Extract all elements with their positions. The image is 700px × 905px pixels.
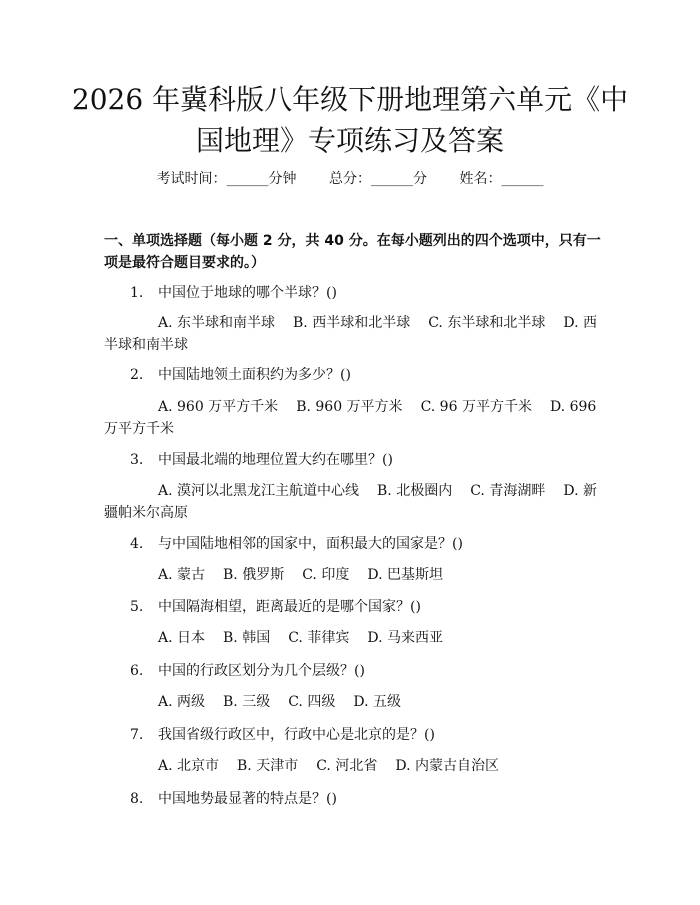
question-text: 与中国陆地相邻的国家中，面积最大的国家是？() bbox=[158, 536, 463, 552]
question-6-options bbox=[104, 691, 609, 713]
question-number: 3. bbox=[130, 452, 144, 468]
question-5 bbox=[130, 598, 610, 616]
section-heading: 一、单项选择题（每小题 2 分，共 40 分。在每小题列出的四个选项中，只有一项是最符合题目要求的。） bbox=[104, 233, 601, 271]
question-6 bbox=[130, 662, 610, 680]
option-d: D. 内蒙古自治区 bbox=[395, 758, 499, 774]
question-7 bbox=[130, 726, 610, 744]
question-text: 我国省级行政区中，行政中心是北京的是？() bbox=[158, 727, 435, 743]
option-c: C. 菲律宾 bbox=[288, 630, 350, 646]
question-8 bbox=[130, 790, 610, 808]
question-3 bbox=[130, 451, 610, 469]
question-number: 5. bbox=[130, 599, 144, 615]
option-c: C. 96 万平方千米 bbox=[420, 399, 532, 415]
option-a: A. 960 万平方千米 bbox=[158, 399, 279, 415]
option-d: D. 696 万平方千米 bbox=[104, 399, 597, 437]
question-text: 中国隔海相望，距离最近的是哪个国家？() bbox=[158, 599, 421, 615]
document-title-line-1: 2026 年冀科版八年级下册地理第六单元《中 bbox=[71, 83, 629, 116]
question-4-options bbox=[104, 564, 609, 586]
option-b: B. 北极圈内 bbox=[377, 483, 453, 499]
option-a: A. 漠河以北黑龙江主航道中心线 bbox=[158, 483, 360, 499]
option-d: D. 西半球和南半球 bbox=[104, 315, 597, 353]
question-5-options bbox=[104, 627, 609, 649]
question-text: 中国陆地领土面积约为多少？() bbox=[158, 367, 351, 383]
option-b: B. 三级 bbox=[223, 694, 271, 710]
question-text: 中国最北端的地理位置大约在哪里？() bbox=[158, 452, 393, 468]
question-1 bbox=[130, 284, 610, 302]
option-b: B. 天津市 bbox=[237, 758, 299, 774]
option-b: B. 韩国 bbox=[223, 630, 271, 646]
document-title-line-2: 国地理》专项练习及答案 bbox=[195, 124, 504, 157]
question-3-options bbox=[104, 480, 609, 524]
question-number: 6. bbox=[130, 663, 144, 679]
option-c: C. 东半球和北半球 bbox=[428, 315, 546, 331]
exam-name: 姓名：______ bbox=[459, 171, 544, 187]
option-d: D. 新疆帕米尔高原 bbox=[104, 483, 597, 521]
option-a: A. 东半球和南半球 bbox=[158, 315, 276, 331]
question-number: 1. bbox=[130, 285, 144, 301]
question-2-options bbox=[104, 396, 609, 440]
question-text: 中国的行政区划分为几个层级？() bbox=[158, 663, 365, 679]
option-c: C. 四级 bbox=[288, 694, 336, 710]
option-b: B. 俄罗斯 bbox=[223, 567, 285, 583]
exam-time: 考试时间：______分钟 bbox=[156, 171, 297, 187]
question-number: 4. bbox=[130, 536, 144, 552]
question-7-options bbox=[104, 755, 609, 777]
exam-total-score: 总分：______分 bbox=[329, 171, 427, 187]
option-c: C. 印度 bbox=[302, 567, 350, 583]
question-4 bbox=[130, 535, 610, 553]
question-number: 8. bbox=[130, 791, 144, 807]
question-1-options bbox=[104, 312, 609, 356]
question-text: 中国地势最显著的特点是？() bbox=[158, 791, 337, 807]
option-a: A. 北京市 bbox=[158, 758, 220, 774]
option-a: A. 日本 bbox=[158, 630, 206, 646]
option-c: C. 河北省 bbox=[316, 758, 378, 774]
option-a: A. 两级 bbox=[158, 694, 206, 710]
question-number: 2. bbox=[130, 367, 144, 383]
option-c: C. 青海湖畔 bbox=[470, 483, 546, 499]
exam-info bbox=[0, 170, 700, 188]
option-a: A. 蒙古 bbox=[158, 567, 206, 583]
question-2 bbox=[130, 366, 610, 384]
question-number: 7. bbox=[130, 727, 144, 743]
option-d: D. 巴基斯坦 bbox=[367, 567, 443, 583]
option-d: D. 五级 bbox=[353, 694, 401, 710]
option-b: B. 西半球和北半球 bbox=[293, 315, 411, 331]
question-text: 中国位于地球的哪个半球？() bbox=[158, 285, 337, 301]
option-d: D. 马来西亚 bbox=[367, 630, 443, 646]
option-b: B. 960 万平方米 bbox=[296, 399, 403, 415]
